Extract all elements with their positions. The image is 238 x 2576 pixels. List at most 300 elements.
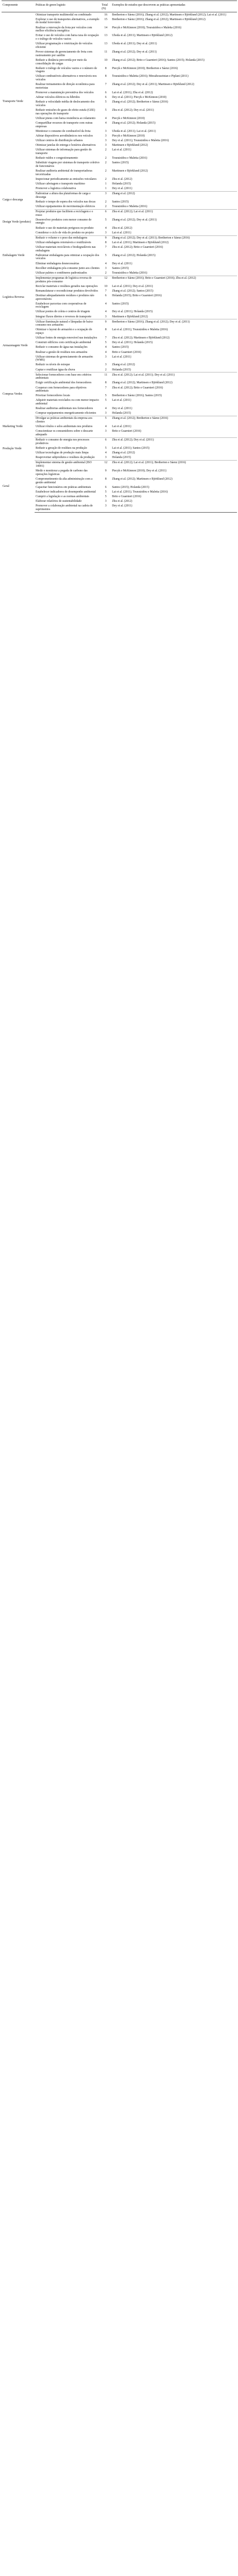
total-cell: 2	[105, 161, 107, 165]
total-cell: 12	[104, 461, 107, 465]
practice-cell: Projetar produtos que facilitem a reciclagem e o reuso	[36, 210, 93, 217]
total-cell: 4	[105, 425, 107, 429]
practice-cell: Inspecionar periodicamente as emissões veiculares	[36, 177, 97, 181]
practice-cell: Utilizar centros de distribuição urbanos	[36, 139, 83, 142]
references-cell: Zhang et al. (2012); Bretherton e Sáenz (2016)	[112, 417, 168, 420]
references-cell: Zhang et al. (2012); Santos (2015)	[112, 289, 153, 293]
references-cell: Zhang et al. (2012); Bretherton e Sáenz (2016)	[112, 100, 168, 104]
practice-cell: Utilizar paletes e contêineres padronizados	[35, 271, 101, 276]
practice-cell: Estabelecer parcerias com cooperativas de reciclagem	[36, 302, 87, 309]
practice-cell: Reduzir ruídos e congestionamento	[36, 156, 78, 160]
references-cell: Piecyk e McKinnon (2010); Touratzidou e Maletta (2016)	[112, 26, 182, 29]
references-cell: Dey et al. (2011); Holanda (2015)	[112, 341, 153, 345]
table-row	[2, 314, 237, 319]
references-cell: Zhang et al. (2012); Holanda (2015)	[112, 121, 156, 125]
practice-cell: Implementar programas de logística reversa de produtos pós-consumo	[36, 276, 92, 283]
table-row	[2, 301, 237, 310]
table-row	[2, 143, 237, 148]
total-cell: 2	[105, 200, 107, 204]
references-cell: Lai et al. (2011)	[112, 355, 132, 359]
table-row	[2, 177, 237, 181]
references-cell: Zhang et al. (2012); Dey et al. (2011); Bretherton e Sáenz (2016)	[112, 236, 190, 240]
references-cell: Brito e Guarnieri (2016)	[112, 495, 141, 498]
table-row	[2, 495, 237, 499]
references-cell: Zhang et al. (2012); Dey et al. (2011); Martinsen e Björklund (2012)	[112, 83, 194, 87]
table-row	[2, 328, 237, 336]
practice-cell: Utilizar fontes de energia renovável nas instalações	[36, 336, 98, 340]
table-row	[2, 66, 237, 74]
component-label: Design Verde (produto)	[3, 221, 31, 224]
practice-cell: Captar e reutilizar água da chuva	[35, 367, 101, 372]
table-body	[2, 12, 237, 512]
references-cell: Touratzidou e Maletta (2016)	[111, 271, 237, 276]
total-cell: 4	[105, 302, 107, 306]
table-row	[2, 82, 237, 91]
practice-cell: Utilizar iluminação natural e lâmpadas de baixo consumo nos armazéns	[36, 320, 93, 327]
table-row	[2, 121, 237, 129]
header-practice: Práticas de green logistic	[35, 1, 101, 12]
total-cell: 7	[105, 289, 107, 293]
practice-cell: Utilizar sistemas de informação para gestão do transporte	[36, 148, 92, 155]
references-cell: Zhang et al. (2012)	[112, 451, 135, 455]
component-label: Logística Reversa	[3, 296, 24, 299]
references-cell: Zhang et al. (2012)	[112, 192, 135, 195]
references-cell: Zhu et al. (2012); Lai et al. (2011)	[112, 210, 153, 213]
table-row	[2, 261, 237, 266]
document-page	[2, 1, 237, 2576]
practice-cell: Recolher embalagens pós-consumo junto aos clientes	[36, 266, 100, 270]
total-cell: 2	[101, 271, 111, 276]
table-row	[2, 341, 237, 345]
total-cell: 5	[105, 253, 107, 257]
practice-cell: Otimizar transporte multimodal ou combinado	[36, 13, 91, 16]
table-row	[2, 191, 237, 199]
table-row	[2, 477, 237, 485]
total-cell: 6	[105, 91, 107, 95]
total-cell: 13	[104, 42, 107, 46]
practice-cell: Reciclar materiais e resíduos gerados nas operações	[36, 284, 98, 288]
practice-cell: Utilizar programação e roteirização de veículos eficiente	[36, 42, 92, 49]
total-cell: 3	[105, 266, 107, 270]
total-cell: 10	[104, 284, 107, 288]
references-cell: Bretherton e Sáenz (2016); Santos (2015)	[112, 394, 162, 398]
practice-cell: Promover a colaboração ambiental na cadeia de suprimentos	[35, 504, 101, 512]
header-component: Componente	[2, 1, 35, 12]
references-cell: Zhu et al. (2012); Lai et al. (2011); Dey et al. (2011)	[112, 373, 175, 377]
component-cell	[2, 12, 35, 191]
references-cell: Zhu et al. (2012); Lai et al. (2011); Bretherton e Sáenz (2016)	[112, 461, 186, 465]
component-cell	[2, 191, 35, 209]
total-cell: 3	[101, 314, 111, 319]
references-cell: Zhang et al. (2012); Dey et al. (2011)	[112, 50, 157, 54]
total-cell: 5	[105, 490, 107, 494]
references-cell: Holanda (2015)	[111, 411, 237, 416]
component-cell	[2, 461, 35, 513]
total-cell: 4	[105, 451, 107, 455]
table-row	[2, 226, 237, 230]
references-cell: Brito e Guarnieri (2016)	[111, 429, 237, 437]
practice-cell: Divulgar as práticas ambientais da empresa aos clientes	[36, 417, 92, 424]
references-cell: Zhang et al. (2012); Dey et al. (2011)	[112, 218, 157, 222]
practice-cell: Padronizar a altura das plataformas de carga e descarga	[36, 192, 91, 199]
references-cell: Piecyk e McKinnon (2010); Dey et al. (2011)	[112, 469, 167, 473]
table-row	[2, 336, 237, 341]
table-row	[2, 42, 237, 50]
table-row	[2, 108, 237, 116]
table-row	[2, 50, 237, 58]
references-cell: Santos (2015)	[112, 200, 129, 204]
total-cell: 4	[105, 121, 107, 125]
practice-cell: Realizar auditoria ambiental de transportadoras terceirizadas	[36, 169, 92, 176]
table-row	[2, 187, 237, 192]
table-row	[2, 372, 237, 381]
component-label: Marketing Verde	[3, 425, 23, 429]
practice-cell: Utilizar combustíveis alternativos e renováveis nos veículos	[36, 75, 97, 82]
total-cell: 5	[105, 394, 107, 398]
table-row	[2, 25, 237, 33]
references-cell: Lai et al. (2011); Touratzidou e Maletta (2016)	[112, 490, 168, 494]
total-cell: 2	[105, 156, 107, 160]
practice-cell: Substituir viagens por sistemas de transporte coletivo de funcionários	[36, 161, 100, 168]
practice-cell: Cooperar com fornecedores para objetivos ambientais	[36, 386, 87, 393]
references-cell: Santos (2015); Holanda (2015)	[112, 485, 149, 489]
practice-cell: Utilizar pontos de coleta e centros de triagem	[36, 310, 90, 314]
practice-cell: Explorar o uso de transportes alternativos, a exemplo do modal ferroviário	[36, 18, 100, 25]
total-cell: 12	[104, 276, 107, 280]
total-cell: 2	[105, 148, 107, 152]
table-row	[2, 235, 237, 241]
total-cell: 6	[105, 438, 107, 442]
table-row	[2, 134, 237, 139]
practice-cell: Realizar a renovação da frota por veículos com melhor eficiência energética	[36, 26, 92, 33]
table-row	[2, 394, 237, 398]
table-row	[2, 367, 237, 372]
component-label: Embalagem Verde	[3, 253, 25, 257]
table-row	[2, 310, 237, 314]
practice-cell: Prover sistemas de gerenciamento de frota com rastreamento por satélite	[36, 50, 92, 57]
references-cell: Dey et al. (2011)	[111, 187, 237, 192]
table-row	[2, 461, 237, 469]
total-cell: 4	[105, 310, 107, 314]
practice-cell: Reaproveitar subprodutos e resíduos da produção	[35, 455, 101, 461]
table-row	[2, 200, 237, 205]
references-cell: Dey et al. (2011); Touratzidou e Maletta (2016)	[112, 139, 169, 142]
references-cell: Touratzidou e Maletta (2016); Mirzahosseinian e Piplani (2011)	[112, 75, 188, 78]
table-row	[2, 455, 237, 461]
practice-cell: Reduzir emissões de gases de efeito estufa (GEE) nas operações de transporte	[36, 109, 96, 115]
practice-cell: Exigir certificação ambiental dos fornecedores	[36, 381, 92, 385]
references-cell: Ubeda et al. (2011); Lai et al. (2011)	[112, 129, 156, 133]
total-cell: 5	[105, 447, 107, 450]
table-row	[2, 398, 237, 406]
total-cell: 6	[105, 96, 107, 99]
practice-cell: Capacitar funcionários em práticas ambientais	[36, 485, 91, 489]
component-cell	[2, 319, 35, 372]
practice-cell: Compartilhar recursos de transporte com outras empresas	[36, 121, 93, 128]
table-row	[2, 485, 237, 490]
total-cell: 4	[105, 262, 107, 265]
references-cell: Touratzidou e Maletta (2016)	[112, 156, 148, 160]
practice-cell: Realizar treinamentos de direção econômica para motoristas	[36, 83, 95, 90]
practice-cell: Adquirir materiais reciclados ou com menor impacto ambiental	[36, 399, 99, 406]
references-cell: Dey et al. (2011)	[112, 262, 133, 265]
references-cell: Piecyk e McKinnon (2010)	[112, 116, 145, 120]
component-cell	[2, 276, 35, 319]
references-cell: Lai et al. (2011); Touratzidou e Maletta (2016)	[112, 328, 168, 332]
table-row	[2, 354, 237, 363]
component-cell	[2, 416, 35, 438]
component-cell	[2, 209, 35, 235]
practice-cell: Reduzir a velocidade média de deslocamento dos veículos	[36, 100, 95, 107]
practice-cell: Integrar fluxos diretos e reversos de transporte	[35, 314, 101, 319]
component-label: Armazenagem Verde	[3, 344, 28, 348]
table-row	[2, 490, 237, 495]
practice-cell: Otimizar janelas de entrega e horários alternativos	[36, 144, 96, 147]
practice-cell: Utilizar cabotagem e transporte marítimo	[36, 182, 85, 185]
table-row	[2, 363, 237, 367]
practice-cell: Reduzir o consumo de água nas instalações	[36, 346, 88, 349]
total-cell: 3	[105, 363, 107, 367]
total-cell: 4	[105, 116, 107, 120]
total-cell: 2	[101, 367, 111, 372]
table-row	[2, 319, 237, 328]
total-cell: 7	[105, 83, 107, 87]
practice-cell: Implementar sistema de gestão ambiental (ISO 14001)	[36, 461, 92, 468]
total-cell: 6	[105, 210, 107, 213]
total-cell: 8	[105, 381, 107, 385]
references-cell: Lai et al. (2011)	[112, 425, 132, 429]
references-cell: Zhang et al. (2012); Martinsen e Björklund (2012)	[112, 477, 172, 481]
practice-cell: Priorizar fornecedores locais	[36, 394, 70, 398]
table-row	[2, 169, 237, 177]
table-row	[2, 12, 237, 18]
practice-cell: Realizar auditorias ambientais nos fornecedores	[36, 407, 93, 411]
table-row	[2, 33, 237, 42]
total-cell: 8	[105, 241, 107, 244]
references-cell: Bretherton e Sáenz (2016); Zhang et al. (2012); Dey et al. (2011)	[112, 320, 190, 324]
references-cell: Brito e Guarnieri (2016)	[112, 350, 141, 354]
total-cell: 3	[101, 411, 111, 416]
table-row	[2, 209, 237, 217]
table-row	[2, 469, 237, 477]
practice-cell: Reduzir o tráfego de veículos vazios e o número de viagens	[36, 66, 97, 74]
references-cell: Martinsen e Björklund (2012)	[111, 314, 237, 319]
total-cell: 7	[105, 336, 107, 340]
total-cell: 5	[105, 417, 107, 420]
table-row	[2, 350, 237, 354]
practice-cell: Utilizar materiais recicláveis e biodegradáveis nas embalagens	[36, 245, 96, 252]
practice-cell: Considerar o ciclo de vida do produto no projeto	[35, 230, 101, 235]
total-cell: 3	[105, 355, 107, 359]
total-cell: 3	[105, 129, 107, 133]
references-cell: Zhu et al. (2012); Brito e Guarnieri (2016)	[112, 386, 163, 389]
component-cell	[2, 235, 35, 276]
references-cell: Bretherton e Sáenz (2016); Zhang et al. (2012); Martinsen e Björklund (2012); Lai et al. (2011)	[112, 13, 227, 16]
header-total: Total (N)	[101, 1, 111, 12]
total-cell: 4	[105, 407, 107, 411]
table-row	[2, 451, 237, 455]
table-row	[2, 271, 237, 276]
references-cell: Bretherton e Sáenz (2016); Brito e Guarnieri (2016); Zhu et al. (2012)	[112, 276, 196, 280]
references-cell: Holanda (2015)	[111, 367, 237, 372]
references-cell: Lai et al. (2011); Zhu et al. (2012)	[112, 91, 153, 95]
green-logistics-practices-table	[2, 1, 237, 513]
references-cell: Santos (2015)	[112, 161, 129, 165]
practice-cell: Reduzir o tempo de espera dos veículos nas docas	[36, 200, 96, 204]
practice-cell: Remanufaturar e recondicionar produtos devolvidos	[36, 289, 98, 293]
practice-cell: Utilizar equipamentos de movimentação elétricos	[35, 205, 101, 210]
table-row	[2, 182, 237, 187]
table-row	[2, 425, 237, 429]
practice-cell: Utilizar tecnologias de produção mais limpa	[36, 451, 89, 455]
references-cell: Piecyk e McKinnon (2010)	[112, 134, 145, 138]
table-row	[2, 284, 237, 289]
total-cell: 5	[105, 100, 107, 104]
table-row	[2, 139, 237, 143]
total-cell: 8	[105, 66, 107, 70]
total-cell: 5	[105, 399, 107, 402]
table-row	[2, 504, 237, 512]
practice-cell: Evitar o uso de veículos com baixa taxa de ocupação e o tráfego de veículos vazios	[36, 34, 99, 41]
total-cell: 13	[104, 34, 107, 38]
total-cell: 1	[101, 187, 111, 192]
practice-cell: Estabelecer indicadores de desempenho ambiental	[36, 490, 96, 494]
table-row	[2, 218, 237, 226]
table-row	[2, 253, 237, 262]
table-row	[2, 230, 237, 235]
practice-cell: Elaborar relatórios de sustentabilidade	[36, 500, 82, 503]
practice-cell: Reduzir o consumo de energia nos processos produtivos	[36, 438, 89, 445]
table-row	[2, 406, 237, 411]
references-cell: Lai et al. (2011)	[112, 399, 132, 402]
header-references: Exemplos de estudos que descrevem as práticas apresentadas	[111, 1, 237, 12]
references-cell: Zhu et al. (2012); Dey et al. (2011)	[112, 438, 154, 442]
total-cell: 5	[105, 495, 107, 498]
references-cell: Zhang et al. (2012); Brito e Guarnieri (2016); Santos (2015); Holanda (2015)	[112, 58, 205, 62]
total-cell: 6	[105, 294, 107, 297]
total-cell: 4	[105, 226, 107, 230]
practice-cell: Utilizar sistemas de gerenciamento de armazém (WMS)	[36, 355, 93, 362]
table-row	[2, 289, 237, 294]
table-row	[2, 411, 237, 416]
total-cell: 15	[104, 18, 107, 21]
practice-cell: Eliminar embalagens desnecessárias	[36, 262, 80, 265]
practice-cell: Medir e monitorar a pegada de carbono das operações logísticas	[36, 469, 88, 476]
total-cell: 2	[105, 177, 107, 181]
practice-cell: Reduzir a geração de resíduos na produção	[36, 447, 87, 450]
total-cell: 11	[104, 50, 107, 54]
references-cell: Lai et al. (2011)	[112, 148, 132, 152]
table-row	[2, 241, 237, 245]
total-cell: 3	[101, 230, 111, 235]
references-cell: Zhu et al. (2012)	[112, 177, 132, 181]
table-row	[2, 156, 237, 161]
references-cell: Lai et al. (2011); Santos (2015)	[112, 447, 150, 450]
total-cell: 7	[105, 245, 107, 249]
references-cell: Zhang et al. (2012); Martinsen e Björklund (2012)	[112, 381, 172, 385]
total-cell: 16	[104, 13, 107, 16]
total-cell: 11	[104, 373, 107, 377]
practice-cell: Cumprir a legislação e as normas ambientais	[36, 495, 89, 498]
practice-cell: Comprar equipamentos energeticamente eficientes	[35, 411, 101, 416]
practice-cell: Promover a logística colaborativa	[35, 187, 101, 192]
practice-cell: Reduzir a distância percorrida por meio da consolidação de cargas	[36, 58, 87, 65]
total-cell: 3	[101, 429, 111, 437]
table-row	[2, 205, 237, 210]
component-cell	[2, 372, 35, 416]
practice-cell: Selecionar fornecedores com base em critérios ambientais	[36, 373, 91, 380]
table-row	[2, 95, 237, 100]
references-cell: Dey et al. (2011)	[112, 407, 133, 411]
component-label: Carga e descarga	[3, 198, 23, 202]
table-row	[2, 438, 237, 446]
references-cell: Touratzidou e Maletta (2016)	[111, 205, 237, 210]
total-cell: 5	[105, 218, 107, 222]
total-cell: 10	[104, 58, 107, 62]
table-row	[2, 385, 237, 394]
total-cell: 3	[105, 139, 107, 142]
references-cell: Dey et al. (2011); Piecyk e McKinnon (2010)	[112, 96, 167, 99]
references-cell: Lai et al. (2011); Martinsen e Björklund (2012)	[112, 241, 169, 244]
total-cell: 3	[105, 500, 107, 503]
practice-cell: Adotar dispositivos aerodinâmicos nos veículos	[36, 134, 93, 138]
table-row	[2, 91, 237, 95]
total-cell: 3	[105, 192, 107, 195]
total-cell: 6	[105, 485, 107, 489]
total-cell: 7	[105, 386, 107, 389]
references-cell: Martinsen e Björklund (2012)	[112, 144, 148, 147]
practice-cell: Construir edifícios com certificação ambiental	[36, 341, 91, 345]
table-row	[2, 345, 237, 350]
references-cell: Ubeda et al. (2011); Dey et al. (2011)	[112, 42, 157, 46]
table-row	[2, 148, 237, 156]
component-label: Compras Verdes	[3, 393, 23, 396]
table-row	[2, 429, 237, 437]
total-cell: 4	[105, 350, 107, 354]
practice-cell: Conscientizar os consumidores sobre o descarte adequado	[35, 429, 101, 437]
total-cell: 2	[101, 205, 111, 210]
table-row	[2, 276, 237, 284]
total-cell: 14	[104, 26, 107, 29]
total-cell: 8	[105, 477, 107, 481]
references-cell: Dey et al. (2011)	[111, 504, 237, 512]
practice-cell: Realizar a gestão de resíduos nos armazéns	[36, 350, 88, 354]
table-row	[2, 161, 237, 169]
total-cell: 1	[105, 182, 107, 185]
table-row	[2, 294, 237, 302]
references-cell: Zhang et al. (2012)	[112, 363, 135, 367]
component-label: Produção Verde	[3, 447, 22, 451]
table-row	[2, 74, 237, 82]
references-cell: Zhang et al. (2012); Holanda (2015)	[112, 253, 156, 257]
total-cell: 3	[101, 455, 111, 461]
practice-cell: Destinar adequadamente resíduos e produtos não aproveitáveis	[36, 294, 94, 301]
component-cell	[2, 438, 35, 461]
references-cell: Zhu et al. (2012)	[112, 226, 132, 230]
references-cell: Piecyk e McKinnon (2010); Bretherton e Sáenz (2016)	[112, 66, 178, 70]
total-cell: 9	[105, 236, 107, 240]
practice-cell: Utilizar rótulos e selos ambientais nos produtos	[36, 425, 93, 429]
table-row	[2, 100, 237, 108]
table-header-row	[2, 1, 237, 12]
total-cell: 9	[105, 320, 107, 324]
table-row	[2, 499, 237, 504]
table-row	[2, 129, 237, 134]
references-cell: Zhu et al. (2012)	[112, 500, 132, 503]
table-row	[2, 381, 237, 385]
practice-cell: Promover a manutenção preventiva dos veículos	[36, 91, 94, 95]
total-cell: 9	[105, 469, 107, 473]
